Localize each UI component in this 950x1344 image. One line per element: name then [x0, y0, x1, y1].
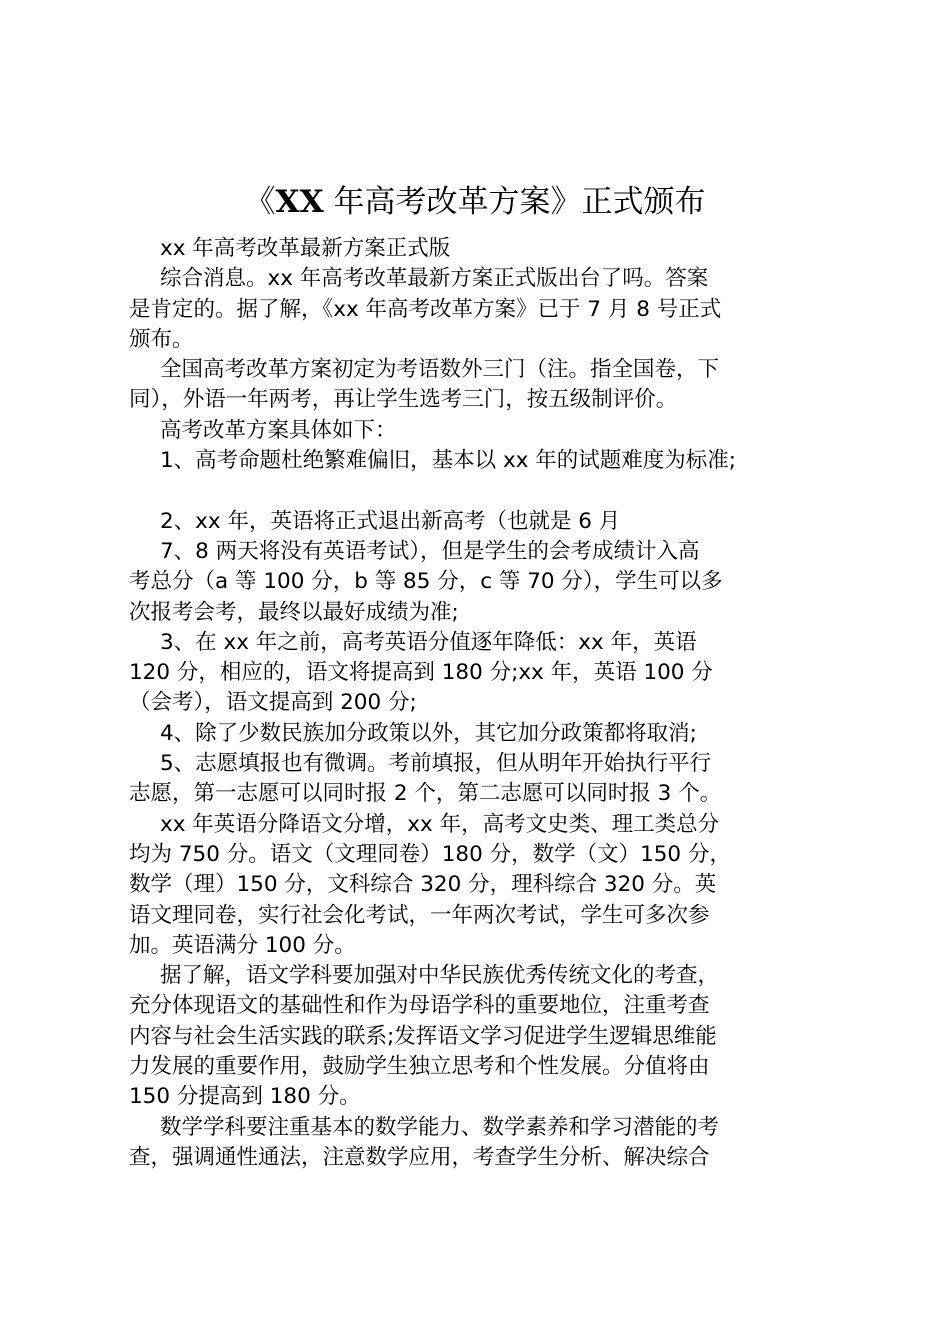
paragraph-line: （会考），语文提高到 200 分; [129, 690, 417, 716]
paragraph-line: 据了解，语文学科要加强对中华民族优秀传统文化的考查， [160, 963, 720, 989]
paragraph-line: xx 年英语分降语文分增，xx 年，高考文史类、理工类总分 [160, 811, 720, 837]
list-item-1: 1、高考命题杜绝繁难偏旧，基本以 xx 年的试题难度为标准; [160, 448, 737, 474]
paragraph-line: 志愿，第一志愿可以同时报 2 个，第二志愿可以同时报 3 个。 [129, 781, 722, 807]
document-body [129, 234, 839, 1173]
paragraph-line: 内容与社会生活实践的联系;发挥语文学习促进学生逻辑思维能 [129, 1023, 717, 1049]
paragraph-line: 充分体现语文的基础性和作为母语学科的重要地位，注重考查 [129, 993, 710, 1019]
paragraph-line: 语文理同卷，实行社会化考试，一年两次考试，学生可多次参 [129, 902, 710, 928]
paragraph-line: 120 分，相应的，语文将提高到 180 分;xx 年，英语 100 分 [129, 660, 713, 686]
paragraph-line: 查，强调通性通法，注意数学应用，考查学生分析、解决综合 [129, 1144, 710, 1170]
paragraph-line: 150 分提高到 180 分。 [129, 1084, 361, 1110]
title-open-bracket: 《 [244, 184, 276, 220]
title-xx: XX [275, 184, 324, 220]
subtitle-line: xx 年高考改革最新方案正式版 [160, 236, 451, 261]
list-item-3: 3、在 xx 年之前，高考英语分值逐年降低：xx 年，英语 [160, 629, 697, 655]
document-title [0, 180, 950, 224]
paragraph-line: 是肯定的。据了解，《xx 年高考改革方案》已于 7 月 8 号正式 [129, 296, 722, 322]
paragraph-line: 同），外语一年两考，再让学生选考三门，按五级制评价。 [129, 387, 678, 413]
paragraph-line: 均为 750 分。语文（文理同卷）180 分，数学（文）150 分， [129, 841, 731, 867]
list-item-5: 5、志愿填报也有微调。考前填报，但从明年开始执行平行 [160, 751, 712, 777]
paragraph-line: 考总分（a 等 100 分，b 等 85 分，c 等 70 分），学生可以多 [129, 569, 723, 595]
paragraph-line: 全国高考改革方案初定为考语数外三门（注。指全国卷，下 [160, 357, 720, 383]
paragraph-line: 颁布。 [129, 326, 194, 352]
paragraph-line: 综合消息。xx 年高考改革最新方案正式版出台了吗。答案 [160, 266, 709, 292]
paragraph-line: 加。英语满分 100 分。 [129, 932, 356, 958]
blank-line [129, 476, 839, 506]
paragraph-line: 数学（理）150 分，文科综合 320 分，理科综合 320 分。英 [129, 872, 717, 898]
paragraph-line: 数学学科要注重基本的数学能力、数学素养和学习潜能的考 [160, 1114, 720, 1140]
paragraph-line: 次报考会考，最终以最好成绩为准; [129, 599, 459, 625]
paragraph-line: 7、8 两天将没有英语考试），但是学生的会考成绩计入高 [160, 538, 700, 564]
paragraph-line: 高考改革方案具体如下： [160, 417, 397, 443]
title-text: 年高考改革方案》正式颁布 [323, 184, 706, 220]
paragraph-line: 力发展的重要作用，鼓励学生独立思考和个性发展。分值将由 [129, 1054, 710, 1080]
list-item-2: 2、xx 年，英语将正式退出新高考（也就是 6 月 [160, 508, 621, 534]
list-item-4: 4、除了少数民族加分政策以外，其它加分政策都将取消; [160, 720, 697, 746]
